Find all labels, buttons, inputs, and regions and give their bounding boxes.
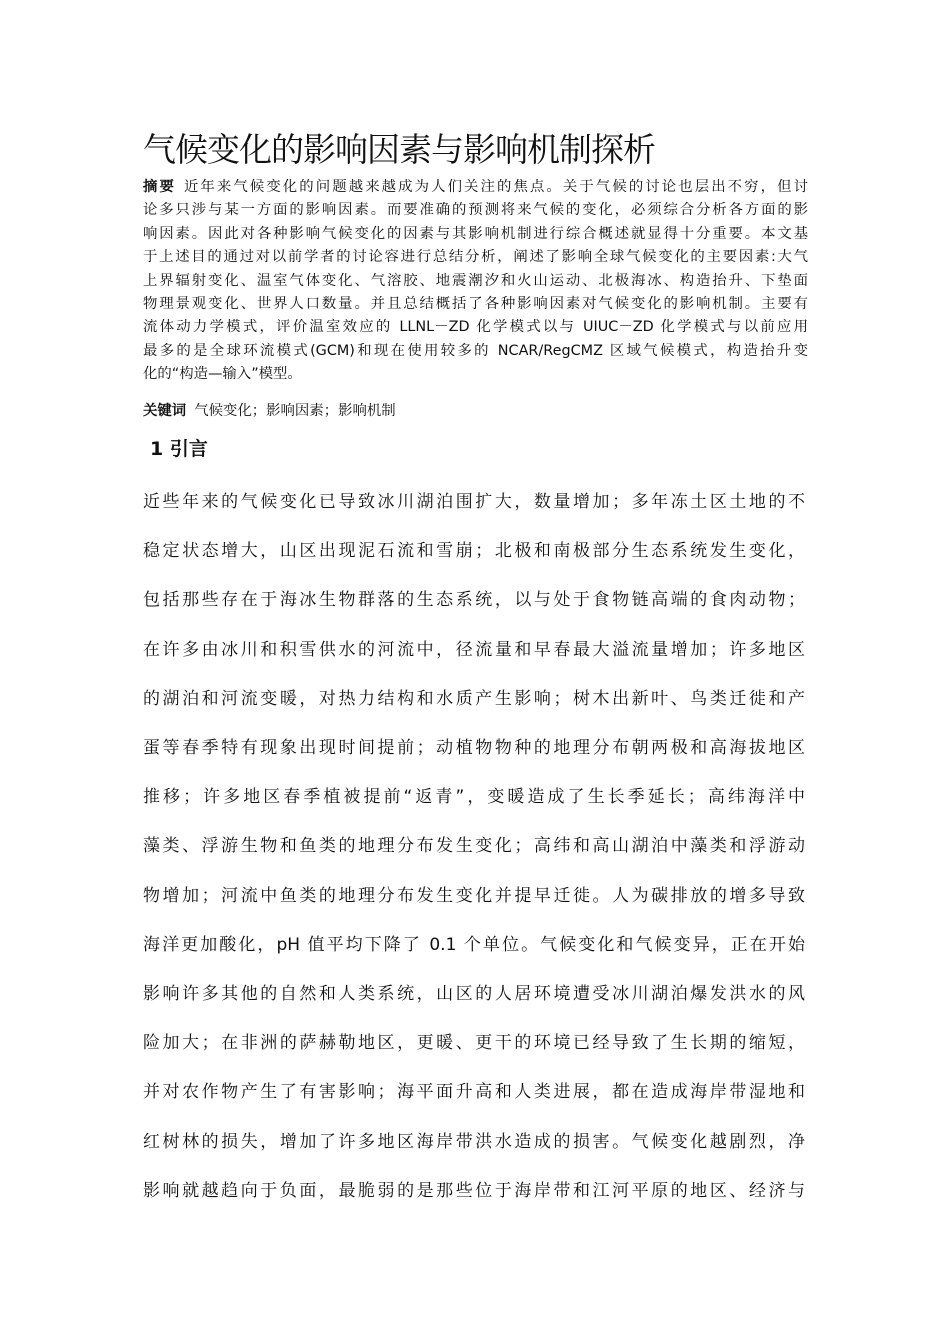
abstract-line: 响因素。因此对各种影响气候变化的因素与其影响机制进行综合概述就显得十分重要。本文基 [143, 225, 808, 242]
abstract-line: 化的“构造—输入”模型。 [143, 366, 302, 383]
abstract-label: 摘要 [143, 179, 176, 195]
abstract-line: 论多只涉与某一方面的影响因素。而要准确的预测将来气候的变化，必须综合分析各方面的影 [143, 202, 808, 219]
paragraph-line: 影响许多其他的自然和人类系统，山区的人居环境遭受冰川湖泊爆发洪水的风 [143, 984, 805, 1005]
paragraph-line: 红树林的损失，增加了许多地区海岸带洪水造成的损害。气候变化越剧烈，净 [143, 1131, 805, 1152]
paragraph-line: 的湖泊和河流变暖，对热力结构和水质产生影响；树木出新叶、鸟类迁徙和产 [143, 688, 805, 709]
abstract-block [143, 176, 808, 387]
abstract-line [143, 176, 808, 199]
abstract-line: 最多的是全球环流模式(GCM)和现在使用较多的 NCAR/RegCMZ 区域气候模式，构造抬升变 [143, 342, 808, 359]
abstract-line: 流体动力学模式，评价温室效应的 LLNL－ZD 化学模式以与 UIUC－ZD 化学模式与以前应用 [143, 319, 808, 336]
paragraph-line: 蛋等春季特有现象出现时间提前；动植物物种的地理分布朝两极和高海拔地区 [143, 738, 805, 759]
paragraph-line: 物增加；河流中鱼类的地理分布发生变化并提早迁徙。人为碳排放的增多导致 [143, 885, 805, 906]
abstract-line: 于上述目的通过对以前学者的讨论容进行总结分析，阐述了影响全球气候变化的主要因素:大气 [143, 249, 808, 266]
paragraph-line: 近些年来的气候变化已导致冰川湖泊围扩大，数量增加；多年冻土区土地的不 [143, 492, 805, 512]
introduction-paragraph [143, 478, 805, 1216]
paragraph-line: 藻类、浮游生物和鱼类的地理分布发生变化；高纬和高山湖泊中藻类和浮游动 [143, 836, 805, 857]
paragraph-line: 推移；许多地区春季植被提前“返青”，变暖造成了生长季延长；高纬海洋中 [143, 787, 805, 808]
abstract-text: 近年来气候变化的问题越来越成为人们关注的焦点。关于气候的讨论也层出不穷，但讨 [183, 179, 808, 195]
paragraph-line: 影响就越趋向于负面，最脆弱的是那些位于海岸带和江河平原的地区、经济与 [143, 1180, 805, 1201]
paragraph-line: 在许多由冰川和积雪供水的河流中，径流量和早春最大溢流量增加；许多地区 [143, 639, 805, 660]
abstract-line: 物理景观变化、世界人口数量。并且总结概括了各种影响因素对气候变化的影响机制。主要有 [143, 296, 808, 313]
section-heading-introduction: 1 引言 [150, 438, 208, 460]
document-title: 气候变化的影响因素与影响机制探析 [143, 130, 655, 169]
keywords-label: 关键词 [143, 403, 187, 419]
paragraph-line: 并对农作物产生了有害影响；海平面升高和人类进展，都在造成海岸带湿地和 [143, 1082, 805, 1103]
keywords-text: 气候变化；影响因素；影响机制 [194, 403, 396, 419]
paragraph-line: 险加大；在非洲的萨赫勒地区，更暖、更干的环境已经导致了生长期的缩短， [143, 1033, 805, 1054]
paragraph-line: 包括那些存在于海冰生物群落的生态系统，以与处于食物链高端的食肉动物； [143, 590, 805, 611]
paragraph-line: 海洋更加酸化，pH 值平均下降了 0.1 个单位。气候变化和气候变异，正在开始 [143, 934, 805, 955]
paragraph-line: 稳定状态增大，山区出现泥石流和雪崩；北极和南极部分生态系统发生变化， [143, 541, 805, 562]
abstract-line: 上界辐射变化、温室气体变化、气溶胶、地震潮汐和火山运动、北极海冰、构造抬升、下垫面 [143, 272, 808, 289]
keywords-line [143, 400, 396, 423]
